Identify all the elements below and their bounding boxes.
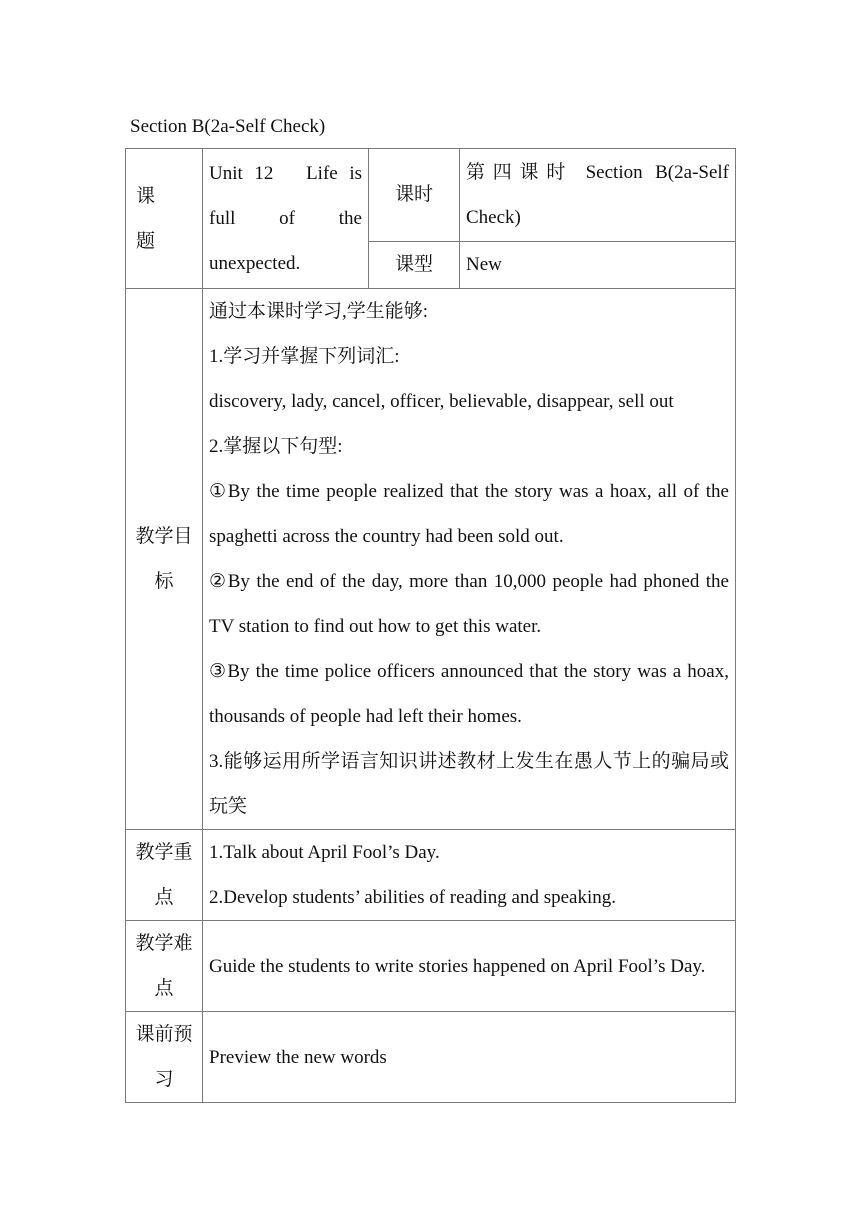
objectives-cell: [203, 289, 736, 830]
lesson-plan-table: [125, 148, 736, 1103]
objectives-label-cell: [126, 289, 203, 830]
difficulty-label-cell: [126, 921, 203, 1012]
table-row-topic: [126, 149, 736, 242]
topic-label-cell: [126, 149, 203, 289]
period-value-cell: [460, 149, 736, 242]
topic-label: 课 题: [136, 185, 175, 252]
objectives-vocab: discovery, lady, cancel, officer, believable, disappear, sell out: [209, 391, 674, 412]
type-label-cell: [369, 241, 460, 288]
topic-value-line: [209, 151, 362, 286]
table-row-key-points: [126, 830, 736, 921]
type-value-cell: [460, 241, 736, 288]
objectives-item3: 3.能够运用所学语言知识讲述教材上发生在愚人节上的骗局或玩笑: [209, 751, 729, 817]
table-row-objectives: [126, 289, 736, 830]
preview-label-cell: [126, 1012, 203, 1103]
difficulty-cell: [203, 921, 736, 1012]
table-row-difficulty: [126, 921, 736, 1012]
type-label: 课型: [394, 254, 433, 276]
key-points-cell: [203, 830, 736, 921]
preview-cell: [203, 1012, 736, 1103]
key-point-1: 1.Talk about April Fool’s Day.: [209, 842, 440, 863]
objectives-sentence-2: ②By the end of the day, more than 10,000 people had phoned the TV station to find out how to get this water.: [209, 571, 729, 637]
preview-text: Preview the new words: [209, 1046, 387, 1068]
period-label: 课时: [394, 184, 433, 206]
objectives-label: 教学目标: [135, 526, 193, 592]
key-points-label: 教学重点: [135, 842, 193, 908]
topic-value: Unit 12 Life is full of the unexpected.: [209, 163, 362, 274]
difficulty-text: Guide the students to write stories happened on April Fool’s Day.: [209, 955, 706, 977]
key-points-label-cell: [126, 830, 203, 921]
difficulty-label: 教学难点: [135, 933, 193, 999]
objectives-intro: 通过本课时学习,学生能够:: [209, 301, 429, 322]
preview-label: 课前预习: [135, 1024, 193, 1090]
document-heading: Section B(2a-Self Check): [130, 116, 326, 137]
objectives-sentence-3: ③By the time police officers announced that the story was a hoax, thousands of people had left their homes.: [209, 661, 729, 727]
topic-value-cell: [203, 149, 369, 289]
period-label-cell: [369, 149, 460, 242]
type-value: New: [466, 254, 502, 276]
table-row-preview: [126, 1012, 736, 1103]
objectives-item2-title: 2.掌握以下句型:: [209, 436, 343, 457]
objectives-item1-title: 1.学习并掌握下列词汇:: [209, 346, 400, 367]
key-point-2: 2.Develop students’ abilities of reading and speaking.: [209, 887, 616, 908]
period-value: 第四课时 Section B(2a-Self Check): [466, 161, 729, 228]
objectives-sentence-1: ①By the time people realized that the story was a hoax, all of the spaghetti across the country had been sold out.: [209, 481, 729, 547]
